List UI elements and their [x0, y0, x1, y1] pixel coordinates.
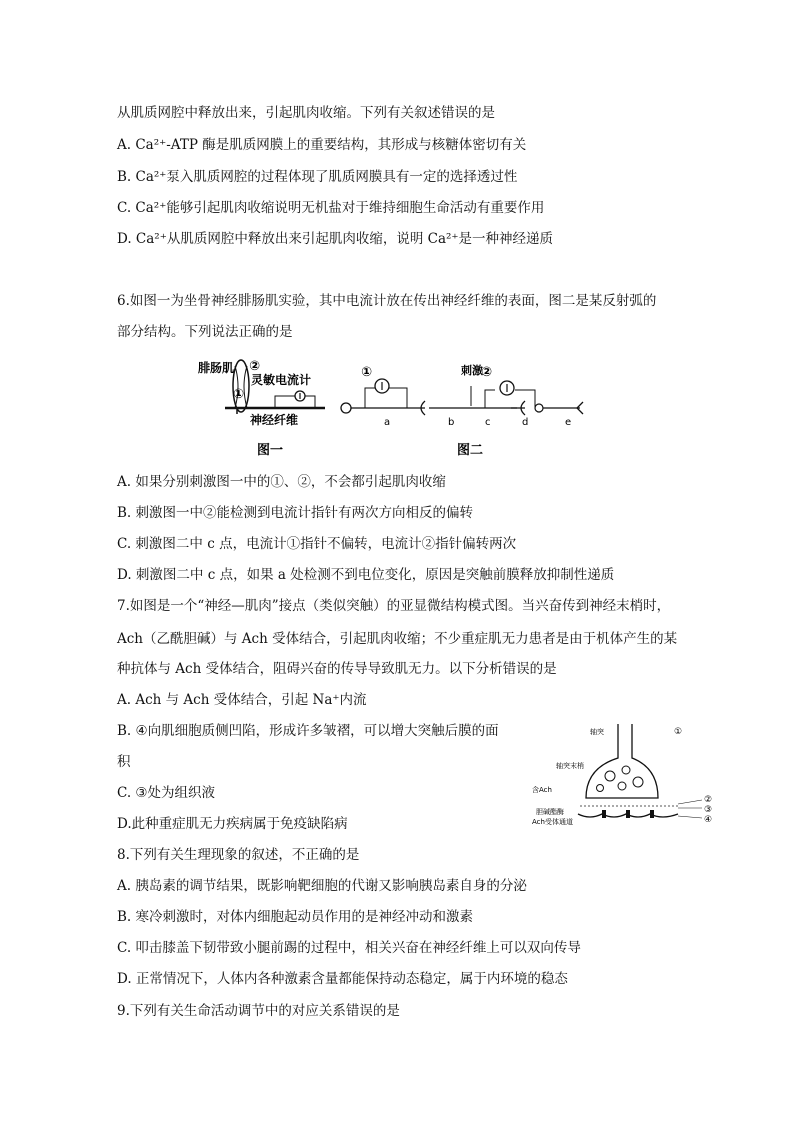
option-d: D. 刺激图二中 c 点，如果 a 处检测不到电位变化，原因是突触前膜释放抑制性递质 [117, 567, 615, 583]
figure-neuromuscular-junction [528, 720, 718, 830]
label-n1: ① [674, 727, 683, 737]
point-d: d [522, 417, 529, 428]
point-e: e [565, 417, 572, 428]
meter-label: 灵敏电流计 [251, 373, 312, 387]
label-n3: ③ [704, 805, 713, 815]
option-d: D. 正常情况下，人体内各种激素含量都能保持动态稳定，属于内环境的稳态 [117, 971, 568, 987]
option-d: D. Ca²⁺从肌质网腔中释放出来引起肌肉收缩，说明 Ca²⁺是一种神经递质 [117, 231, 554, 247]
question-8-stem: 8.下列有关生理现象的叙述，不正确的是 [117, 847, 360, 863]
option-a: A. 如果分别刺激图一中的①、②，不会都引起肌肉收缩 [117, 474, 446, 490]
label-n2: ② [704, 795, 713, 805]
label-n4: ④ [704, 815, 713, 825]
meter-1-label: ① [361, 365, 373, 380]
label-axon: 轴突 [590, 728, 604, 736]
option-b: B. ④向肌细胞质侧凹陷，形成许多皱褶，可以增大突触后膜的面 [117, 723, 499, 739]
option-a: A. Ach 与 Ach 受体结合，引起 Na⁺内流 [117, 692, 367, 708]
option-b-cont: 积 [117, 754, 131, 770]
figure-two [341, 363, 583, 458]
label-ach: 含Ach [532, 786, 552, 794]
point-a: a [384, 417, 391, 428]
label-receptor: Ach受体通道 [532, 818, 573, 826]
muscle-label: 腓肠肌 [198, 361, 235, 375]
option-b: B. Ca²⁺泵入肌质网腔的过程体现了肌质网膜具有一定的选择透过性 [117, 169, 518, 185]
option-d: D.此种重症肌无力疾病属于免疫缺陷病 [117, 816, 348, 832]
point-c: c [485, 417, 491, 428]
option-a: A. Ca²⁺-ATP 酶是肌质网膜上的重要结构，其形成与核糖体密切有关 [117, 137, 527, 153]
option-c: C. 叩击膝盖下韧带致小腿前踢的过程中，相关兴奋在神经纤维上可以双向传导 [117, 940, 581, 956]
figure-one [198, 359, 325, 458]
option-c: C. Ca²⁺能够引起肌肉收缩说明无机盐对于维持细胞生命活动有重要作用 [117, 200, 545, 216]
question-7-stem: 7.如图是一个“神经—肌肉”接点（类似突触）的亚显微结构模式图。当兴奋传到神经末梢时， [117, 598, 671, 614]
question-9-stem: 9.下列有关生命活动调节中的对应关系错误的是 [117, 1003, 400, 1019]
meter-2-label: ② [481, 365, 493, 380]
label-1: ① [233, 387, 245, 402]
caption-fig2: 图二 [457, 443, 484, 458]
stimulus-label: 刺激 [461, 364, 483, 377]
question-6-stem-cont: 部分结构。下列说法正确的是 [117, 324, 293, 340]
figure-nerve-muscle [195, 356, 615, 464]
question-7-stem-cont: Ach（乙酰胆碱）与 Ach 受体结合，引起肌肉收缩；不少重症肌无力患者是由于机体产生的某 [117, 631, 678, 647]
neuron-body-left [341, 403, 351, 413]
caption-fig1: 图一 [257, 443, 284, 458]
option-c: C. ③处为组织液 [117, 785, 216, 801]
label-terminal: 轴突末梢 [556, 762, 584, 770]
fiber-label: 神经纤维 [250, 413, 299, 427]
label-2: ② [249, 359, 261, 374]
option-b: B. 刺激图一中②能检测到电流计指针有两次方向相反的偏转 [117, 505, 474, 521]
text-line: 从肌质网腔中释放出来，引起肌肉收缩。下列有关叙述错误的是 [117, 105, 495, 121]
question-6-stem: 6.如图一为坐骨神经腓肠肌实验，其中电流计放在传出神经纤维的表面，图二是某反射弧的 [117, 293, 657, 309]
question-7-stem-cont: 种抗体与 Ach 受体结合，阻碍兴奋的传导导致肌无力。以下分析错误的是 [117, 661, 557, 677]
option-b: B. 寒冷刺激时，对体内细胞起动员作用的是神经冲动和激素 [117, 909, 474, 925]
point-b: b [448, 417, 455, 428]
option-c: C. 刺激图二中 c 点，电流计①指针不偏转，电流计②指针偏转两次 [117, 536, 517, 552]
label-enzyme: 胆碱酯酶 [536, 808, 564, 816]
option-a: A. 胰岛素的调节结果，既影响靶细胞的代谢又影响胰岛素自身的分泌 [117, 878, 527, 894]
